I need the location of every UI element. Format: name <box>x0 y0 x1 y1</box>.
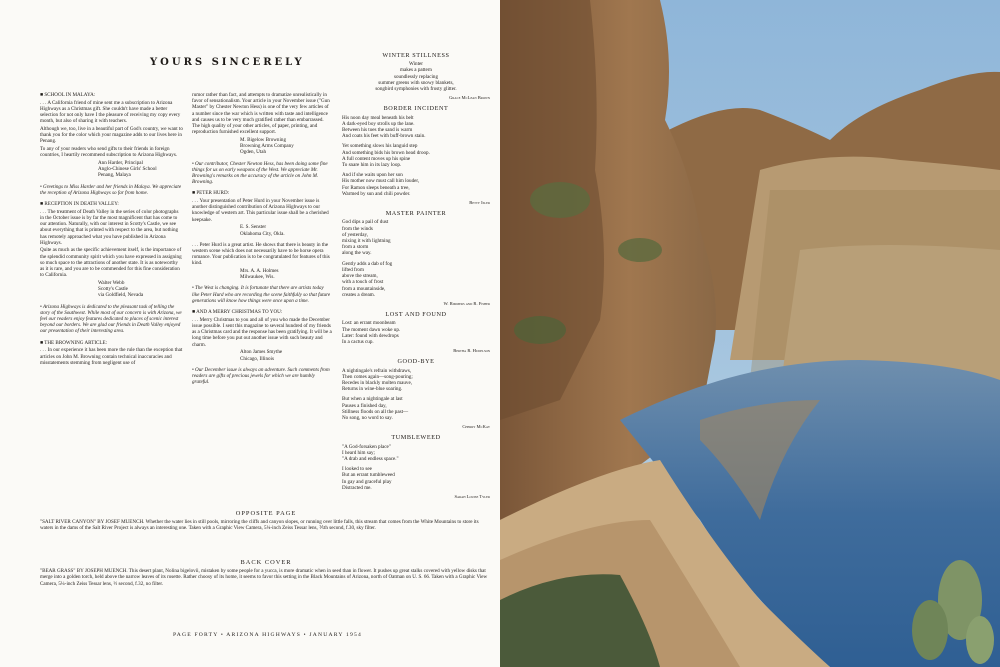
poem-line: makes a pattern <box>400 67 432 74</box>
letter-heading: ■ THE BROWNING ARTICLE: <box>40 339 108 346</box>
letter-signature: E. S. Senster <box>240 224 267 231</box>
editor-reply: • Greetings to Miss Harder and her friends in Malaya. We appreciate the reception of Arizona Highways so far from home. <box>40 183 182 196</box>
poem-line: "A drab and endless space." <box>342 455 399 462</box>
editor-reply: • Arizona Highways is dedicated to the pleasant task of telling the story of the Southwest. While most of our concern is with Arizona, we feel our readers enjoy features dedicated to places of scenic interest beyond our borders. We are glad our friends in Death Valley enjoyed our presentation of their interesting area. <box>40 303 182 335</box>
poem-line: In a cactus cup. <box>342 338 374 345</box>
poem-line: Warmed by sun and chili powder. <box>342 190 411 197</box>
letter-signature: Scotty's Castle <box>98 286 128 293</box>
poem-line: Distracted me. <box>342 484 372 491</box>
letters-column-2 <box>192 92 332 387</box>
page-heading: YOURS SINCERELY <box>150 57 305 68</box>
caption-title: BACK COVER <box>240 559 292 566</box>
poem-line: To snare him in its lazy loop. <box>342 162 402 169</box>
poem-line: "A God-forsaken place" <box>342 443 391 450</box>
letter-text: . . . The treatment of Death Valley in the series of color photographs in the October issue is by far the most magnificent that has come to our attention. Naturally, with our interest in Scotty's Castle, we see about everything that is printed with respect to the area, but nothing has remotely approached what you have published in Arizona Highways. <box>40 208 179 246</box>
back-cover-caption <box>40 560 492 587</box>
poem-body <box>342 320 490 345</box>
poem-line: Gently adds a dab of fog <box>342 260 393 267</box>
poem-line: A nightingale's refrain withdraws, <box>342 367 412 374</box>
poem-author: Cherry McKay <box>462 424 490 430</box>
poem-line: Recedes in blackly molten mauve, <box>342 379 413 386</box>
poem-author: W. Rimmers and R. Fisher <box>443 300 490 306</box>
poem-line: from a mountainside, <box>342 285 386 292</box>
poem-line: soundlessly replacing <box>394 73 438 80</box>
letter-text: . . . Peter Hurd is a great artist. He shows that there is beauty in the western scene which does not necessarily have to be horse opera romance. Your publication is to be congratulated for features of this kind. <box>192 241 330 267</box>
poem-line: And coats his feet with buff-brown stain. <box>342 133 426 140</box>
editor-reply: • The West is changing. It is fortunate that there are artists today like Peter Hurd who are recording the scene faithfully so that future generations will know how things were once upon a time. <box>192 285 331 304</box>
poem-line: Then comes again—song-pouring; <box>342 373 413 380</box>
canyon-photo-illustration <box>500 0 1000 667</box>
poem-author: Grace McLean Brown <box>449 95 490 101</box>
letter-signature: M. Bigelow Browning <box>240 136 286 143</box>
poem-body <box>342 115 490 197</box>
letter-text: Quite as much as the specific achievement itself, is the importance of the splendid community spirit which you have expressed in assigning so much space to the attractions of another state. It is as noteworthy as it is rare, and you are to be commended for this fine consideration to California. <box>40 247 182 279</box>
letter-signature: via Goldfield, Nevada <box>98 292 144 299</box>
poem-line: But an errant tumbleweed <box>342 472 395 479</box>
poem-line: Between his toes the sand is warm <box>342 127 413 134</box>
poem-title: LOST AND FOUND <box>385 311 447 319</box>
poem-line: from the winds <box>342 225 373 232</box>
letter-signature: Milwaukee, Wis. <box>240 274 275 281</box>
caption-text: "SALT RIVER CANYON" BY JOSEF MUENCH. Whether the water lies in still pools, mirroring the cliffs and canyon slopes, or running over little falls, this stream that comes from the White Mountains to store its waters in the dams of the Salt River Project is always an interesting one. Taken with a Graphic View Camera, 5¼-inch Zeiss Tessar lens, ⅕th second, f.30, sky filter. <box>40 519 479 532</box>
letter-text: . . . In our experience it has been more the rule than the exception that articles on John M. Browning contain technical inaccuracies and misstatements stemming from negligent use of <box>40 347 183 366</box>
poem-title: TUMBLEWEED <box>391 434 441 442</box>
poem-line: Later: found with dewdrops <box>342 332 399 339</box>
poem-line: Winter <box>409 61 423 68</box>
poem-line: from a storm <box>342 244 369 251</box>
letter-heading: ■ SCHOOL IN MALAYA: <box>40 92 96 98</box>
poem-author: Bertha R. Hudelson <box>453 348 490 354</box>
letter-signature: Anglo-Chinese Girls' School <box>98 166 157 173</box>
poem-line: God dips a pail of dust <box>342 219 389 226</box>
poem-line: Yet something slows his languid step <box>342 143 418 150</box>
poem-line: lifted from <box>342 266 364 273</box>
poem-author: Sarah Louise Tyler <box>454 493 490 499</box>
poem-line: But when a nightingale at last <box>342 396 403 403</box>
letter-signature: Penang, Malaya <box>98 172 131 179</box>
poem-line: above the stream, <box>342 273 378 280</box>
poem-title: WINTER STILLNESS <box>382 52 450 59</box>
letter-signature: Oklahoma City, Okla. <box>240 230 285 237</box>
poem-title: MASTER PAINTER <box>385 210 447 218</box>
letter-text: . . . A California friend of mine sent me a subscription to Arizona Highways as a Christmas gift. She couldn't have made a better selection for not only have I the pleasure of receiving my copy every month, but also of sharing it with teachers. <box>40 99 181 125</box>
editor-reply: • Our December issue is always an adventure. Such comments from readers are gifts of precious jewels for which we are humbly grateful. <box>192 366 330 386</box>
letter-signature: Mrs. A. A. Holmes <box>240 268 279 275</box>
page-footer: PAGE FORTY • ARIZONA HIGHWAYS • JANUARY 1954 <box>172 632 363 638</box>
poem-line: I heard him say; <box>342 449 375 456</box>
opposite-page-caption <box>40 511 492 532</box>
poem-line: In gay and graceful play <box>342 478 392 485</box>
poem-line: No song, no word to say. <box>342 414 393 421</box>
letter-heading: ■ RECEPTION IN DEATH VALLEY: <box>40 201 119 208</box>
letter-signature: Ogden, Utah <box>240 149 267 156</box>
poem-line: And if she waits upon her son <box>342 172 403 179</box>
caption-text: "BEAR GRASS" BY JOSEPH MUENCH. This desert plant, Nolina bigelovii, mistaken by some people for a yucca, is more dramatic when in seed than in flower. It pushes up great stalks covered with yellow disks that merge into a golden torch, held above the narrow leaves of its rosette. Rather choosy of its home, it seems to favor this setting in the Black Mountains of Arizona, north of Oatman on U. S. 66. Taken with a Graphic View Camera, 5¼-inch Zeiss Tessar lens, ½ second, f.32, no filter. <box>40 568 488 587</box>
poem-body <box>342 368 490 422</box>
poem-line: summer greens with snowy blankets, <box>378 79 454 86</box>
poem-line: I looked to see <box>342 466 372 473</box>
letter-text: To any of your readers who send gifts to their friends in foreign countries, I heartily recommend subscription to Arizona Highways. <box>40 146 178 159</box>
poem-line: A dark-eyed boy strolls up the lane. <box>342 120 415 127</box>
letters-column-1 <box>40 92 183 367</box>
letter-signature: Chicago, Illinois <box>240 355 274 362</box>
poem-line: The moment dawn woke up. <box>342 326 401 333</box>
poem-line: Lost: an errant moonbeam <box>342 320 396 327</box>
letter-signature: Ann Harder, Principal <box>98 160 143 167</box>
poem-line: Stillness floods on all the past— <box>342 408 409 415</box>
letter-signature: Alton James Smythe <box>240 349 283 356</box>
letter-text: . . . Your presentation of Peter Hurd in your November issue is another distinguished contribution of Arizona Highways to our knowledge of western art. This particular issue shall be a cherished keepsake. <box>192 198 329 223</box>
letter-text: rumor rather than fact, and attempts to dramatize unrealistically in favor of sensationalism. Your article in your November issue ("Gun Master" by Chester Newton Hess) is one of the very few articles of a number since the war which is written with taste and intelligence and causes us to be very much gratified rather than embarrassed. The high quality of your other articles, of paper, printing, and reproduction furnished excellent support. <box>192 92 330 136</box>
salt-river-canyon-photo <box>500 0 1000 667</box>
poem-body <box>342 444 490 491</box>
poem-line: Returns in wine-blue soaring. <box>342 386 403 393</box>
poem-line: along the way. <box>342 250 372 257</box>
letter-signature: Walter Webb <box>98 279 125 286</box>
poem-title: GOOD-BYE <box>397 358 435 366</box>
letter-heading: ■ AND A MERRY CHRISTMAS TO YOU: <box>192 309 283 316</box>
poem-line: with a touch of frost <box>342 279 384 286</box>
poem-line: For Ramon sleeps beneath a tree, <box>342 184 410 191</box>
poem-line: songbird symphonies with frosty glitter. <box>375 86 457 93</box>
poem-line: mixing it with lightning <box>342 238 391 245</box>
poem-line: A full content moves up his spine <box>342 155 411 162</box>
poem-line: Pauses a finished day, <box>342 402 387 409</box>
poem-line: of yesterday, <box>342 231 368 238</box>
poems-column <box>342 48 490 502</box>
poem-body <box>342 61 490 92</box>
poem-title: BORDER INCIDENT <box>383 105 449 113</box>
poem-line: creates a dream. <box>342 291 375 298</box>
letter-heading: ■ PETER HURD: <box>192 190 230 197</box>
letter-text: . . . Merry Christmas to you and all of you who made the December issue possible. I sent this magazine to several hundred of my friends as a Christmas card and the response has been gratifying. It will be a long time before you put out another issue with such beauty and charm. <box>192 316 332 348</box>
poem-line: And something bids his brown head droop. <box>342 149 430 156</box>
editor-reply: • Our contributor, Chester Newton Hess, has been doing some fine things for us on early weapons of the West. We appreciate Mr. Browning's remarks on the accuracy of the article on John M. Browning. <box>192 160 328 186</box>
letter-signature: Browning Arms Company <box>240 143 294 150</box>
poem-author: Betty Isler <box>469 200 490 206</box>
letter-text: Although we, too, live in a beautiful part of God's country, we want to thank you for the color which your magazine adds to our lives here in Penang. <box>40 126 183 145</box>
poem-line: His noon day meal beneath his belt <box>342 114 414 121</box>
poem-line: His mother now must call him louder, <box>342 178 420 185</box>
caption-title: OPPOSITE PAGE <box>235 510 297 517</box>
poem-body <box>342 219 490 297</box>
